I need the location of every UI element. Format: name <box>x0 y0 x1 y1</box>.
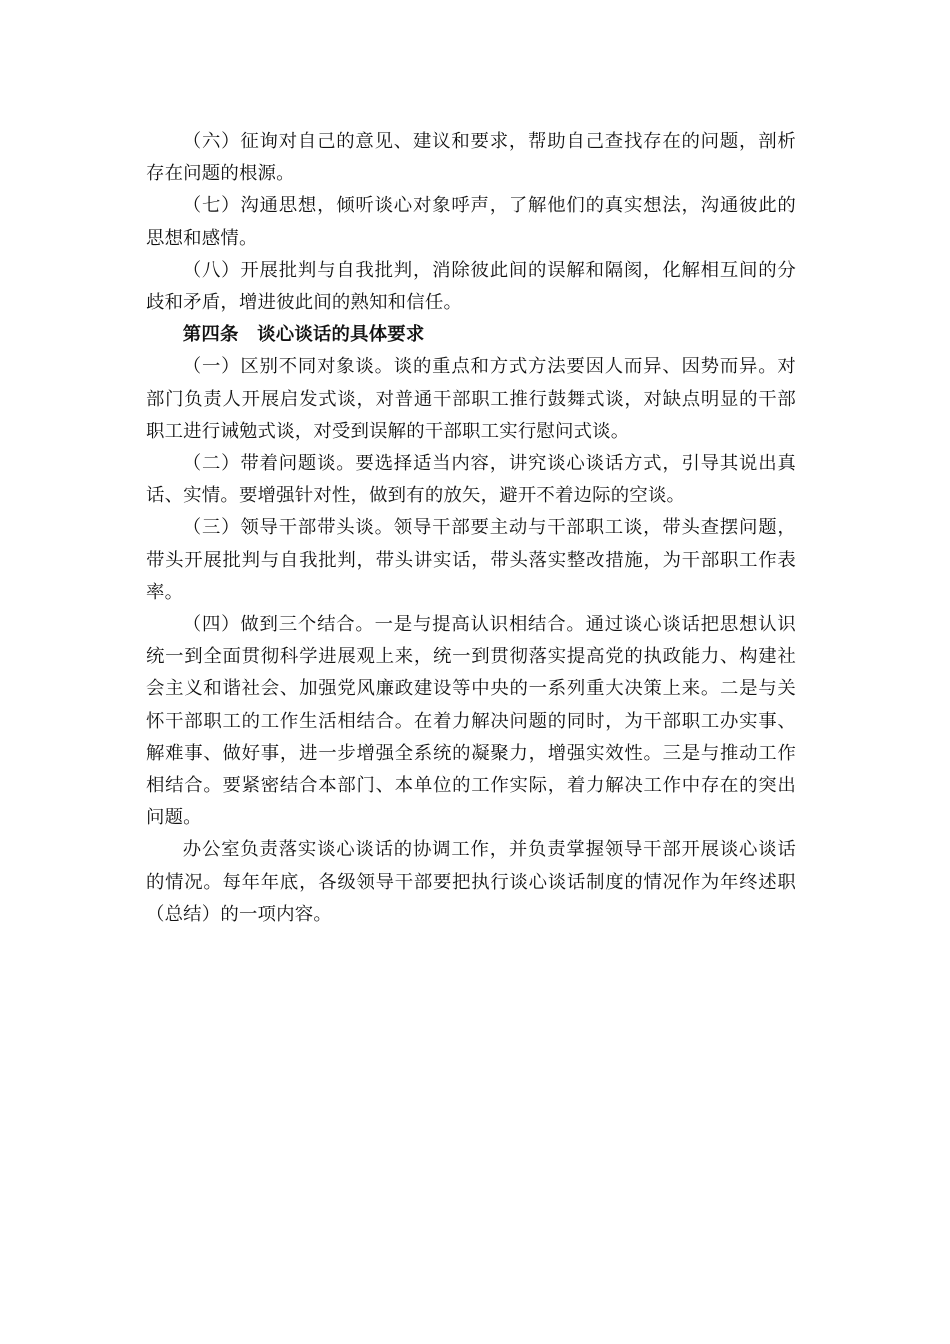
paragraph-requirement-4: （四）做到三个结合。一是与提高认识相结合。通过谈心谈话把思想认识统一到全面贯彻科学进展观上来，统一到贯彻落实提高党的执政能力、构建社会主义和谐社会、加强党风廉政建设等中央的一系列重大决策上来。二是与关怀干部职工的工作生活相结合。在着力解决问题的同时，为干部职工办实事、解难事、做好事，进一步增强全系统的凝聚力，增强实效性。三是与推动工作相结合。要紧密结合本部门、本单位的工作实际，着力解决工作中存在的突出问题。 <box>146 614 796 829</box>
section-heading-article-4: 第四条 谈心谈话的具体要求 <box>182 324 425 346</box>
paragraph-requirement-1: （一）区别不同对象谈。谈的重点和方式方法要因人而异、因势而异。对部门负责人开展启发式谈，对普通干部职工推行鼓舞式谈，对缺点明显的干部职工进行诫勉式谈，对受到误解的干部职工实行慰问式谈。 <box>146 356 796 442</box>
paragraph-item-6: （六）征询对自己的意见、建议和要求，帮助自己查找存在的问题，剖析存在问题的根源。 <box>146 131 796 185</box>
paragraph-requirement-2: （二）带着问题谈。要选择适当内容，讲究谈心谈话方式，引导其说出真话、实情。要增强针对性，做到有的放矢，避开不着边际的空谈。 <box>146 453 796 507</box>
paragraph-closing: 办公室负责落实谈心谈话的协调工作，并负责掌握领导干部开展谈心谈话的情况。每年年底，各级领导干部要把执行谈心谈话制度的情况作为年终述职（总结）的一项内容。 <box>146 839 796 925</box>
paragraph-item-8: （八）开展批判与自我批判，消除彼此间的误解和隔阂，化解相互间的分歧和矛盾，增进彼此间的熟知和信任。 <box>146 259 796 314</box>
paragraph-requirement-3: （三）领导干部带头谈。领导干部要主动与干部职工谈，带头查摆问题，带头开展批判与自我批判，带头讲实话，带头落实整改措施，为干部职工作表率。 <box>146 517 796 603</box>
document-page <box>146 126 796 931</box>
paragraph-item-7: （七）沟通思想，倾听谈心对象呼声，了解他们的真实想法，沟通彼此的思想和感情。 <box>146 195 796 249</box>
